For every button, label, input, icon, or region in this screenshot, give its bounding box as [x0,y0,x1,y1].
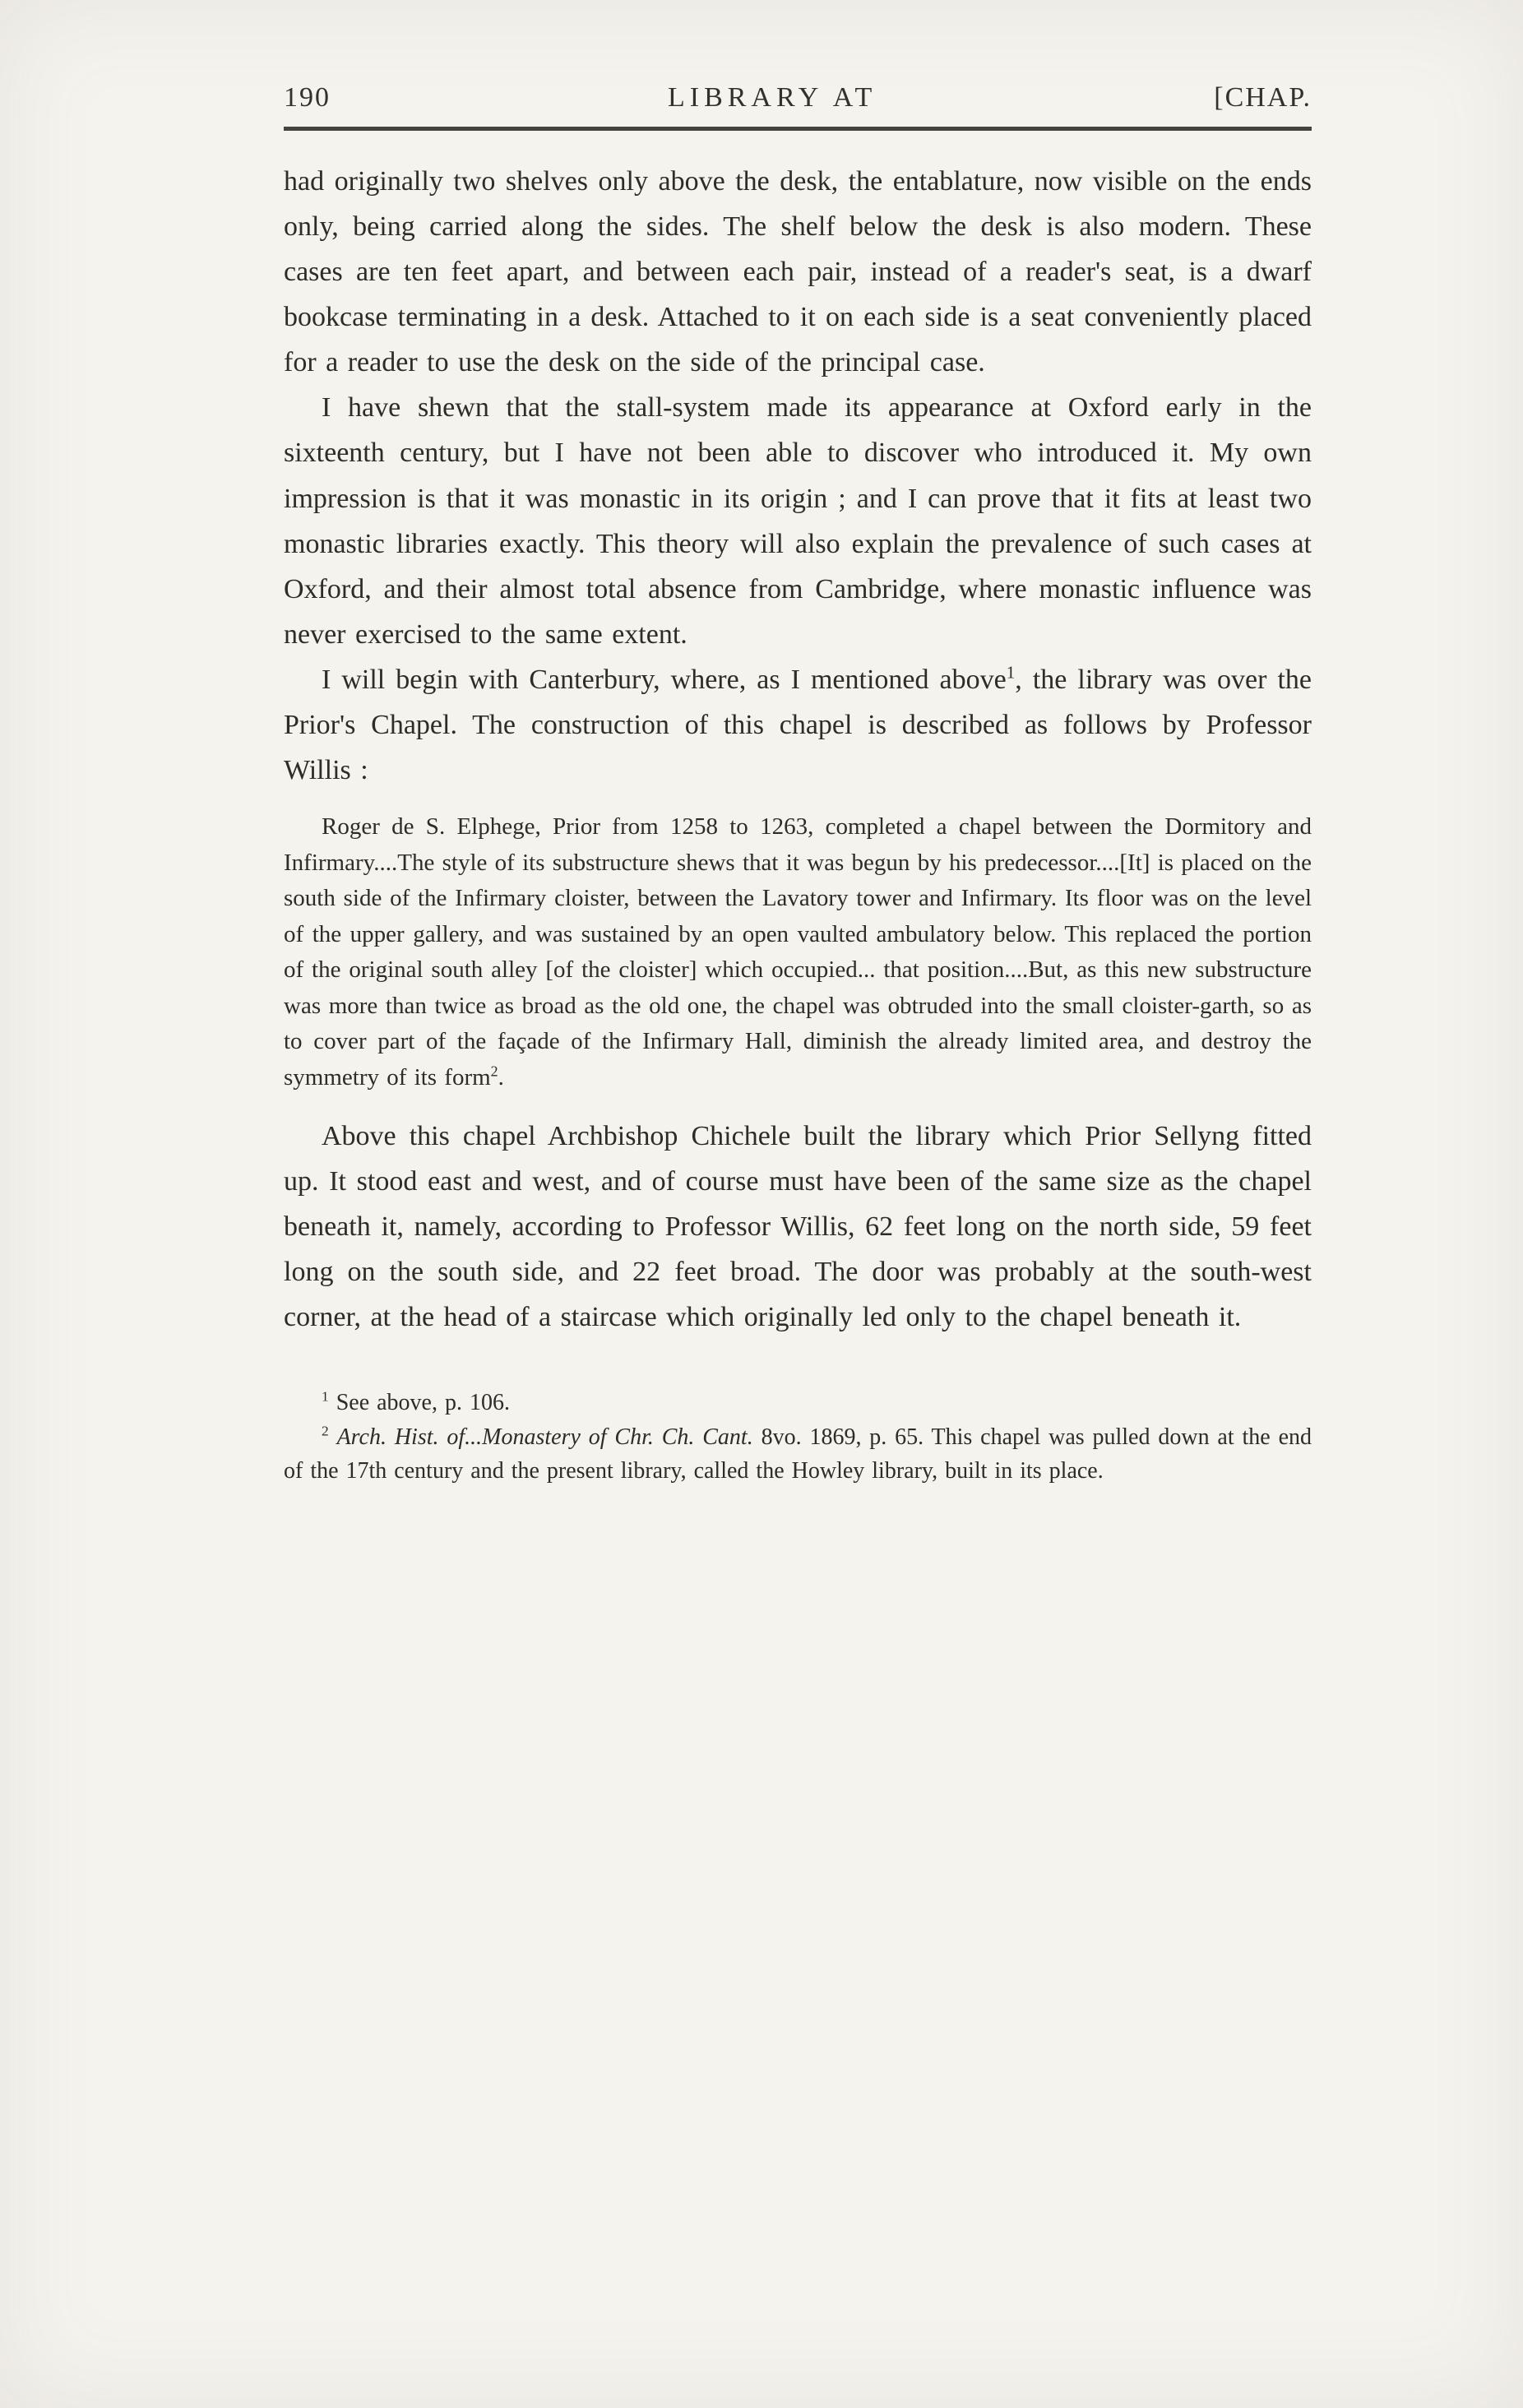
text-column [284,82,1312,1489]
body-text [284,159,1312,1489]
page-number: 190 [284,82,331,113]
footnotes-section [284,1386,1312,1488]
quote-block: Roger de S. Elphege, Prior from 1258 to 1263, completed a chapel between the Dormitory and Infirmary....The style of its substructure shews that it was begun by his predecessor....[It] is placed on the south side of the Infirmary cloister, between the Lavatory tower and Infirmary. Its floor was on the level of the upper gallery, and was sustained by an open vaulted ambulatory below. This replaced the portion of the original south alley [of the cloister] which occupied... that position....But, as this new substructure was more than twice as broad as the old one, the chapel was obtruded into the small cloister-garth, so as to cover part of the façade of the Infirmary Hall, diminish the already limited area, and destroy the symmetry of its form$^2$. [284,813,1312,1091]
body-paragraph-3: I will begin with Canterbury, where, as I mentioned above$^1$, the library was over the Prior's Chapel. The construction of this chapel is described as follows by Professor Willis : [284,662,1312,786]
body-paragraph-4: Above this chapel Archbishop Chichele built the library which Prior Sellyng fitted up. It stood east and west, and of course must have been of the same size as the chapel beneath it, namely, according to Professor Willis, 62 feet long on the north side, 59 feet long on the south side, and 22 feet broad. The door was probably at the south-west corner, at the head of a staircase which originally led only to the chapel beneath it. [284,1121,1312,1333]
page-header [284,82,1312,113]
chapter-marker: [CHAP. [1214,82,1312,113]
header-rule [284,127,1312,131]
footnote-2: $^2$ Arch. Hist. of...Monastery of Chr. Ch. Cant. 8vo. 1869, p. 65. This chapel was pulled down at the end of the 17th century and the present library, called the Howley library, built in its place. [284,1423,1312,1484]
body-paragraph-1: had originally two shelves only above the desk, the entablature, now visible on the ends only, being carried along the sides. The shelf below the desk is also modern. These cases are ten feet apart, and between each pair, instead of a reader's seat, is a dwarf bookcase terminating in a desk. Attached to it on each side is a seat conveniently placed for a reader to use the desk on the side of the principal case. [284,166,1312,378]
body-paragraph-2: I have shewn that the stall-system made its appearance at Oxford early in the sixteenth century, but I have not been able to discover who introduced it. My own impression is that it was monastic in its origin ; and I can prove that it fits at least two monastic libraries exactly. This theory will also explain the prevalence of such cases at Oxford, and their almost total absence from Cambridge, where monastic influence was never exercised to the same extent. [284,392,1312,650]
footnote-1: $^1$ See above, p. 106. [322,1389,510,1416]
running-title: LIBRARY AT [667,82,877,113]
